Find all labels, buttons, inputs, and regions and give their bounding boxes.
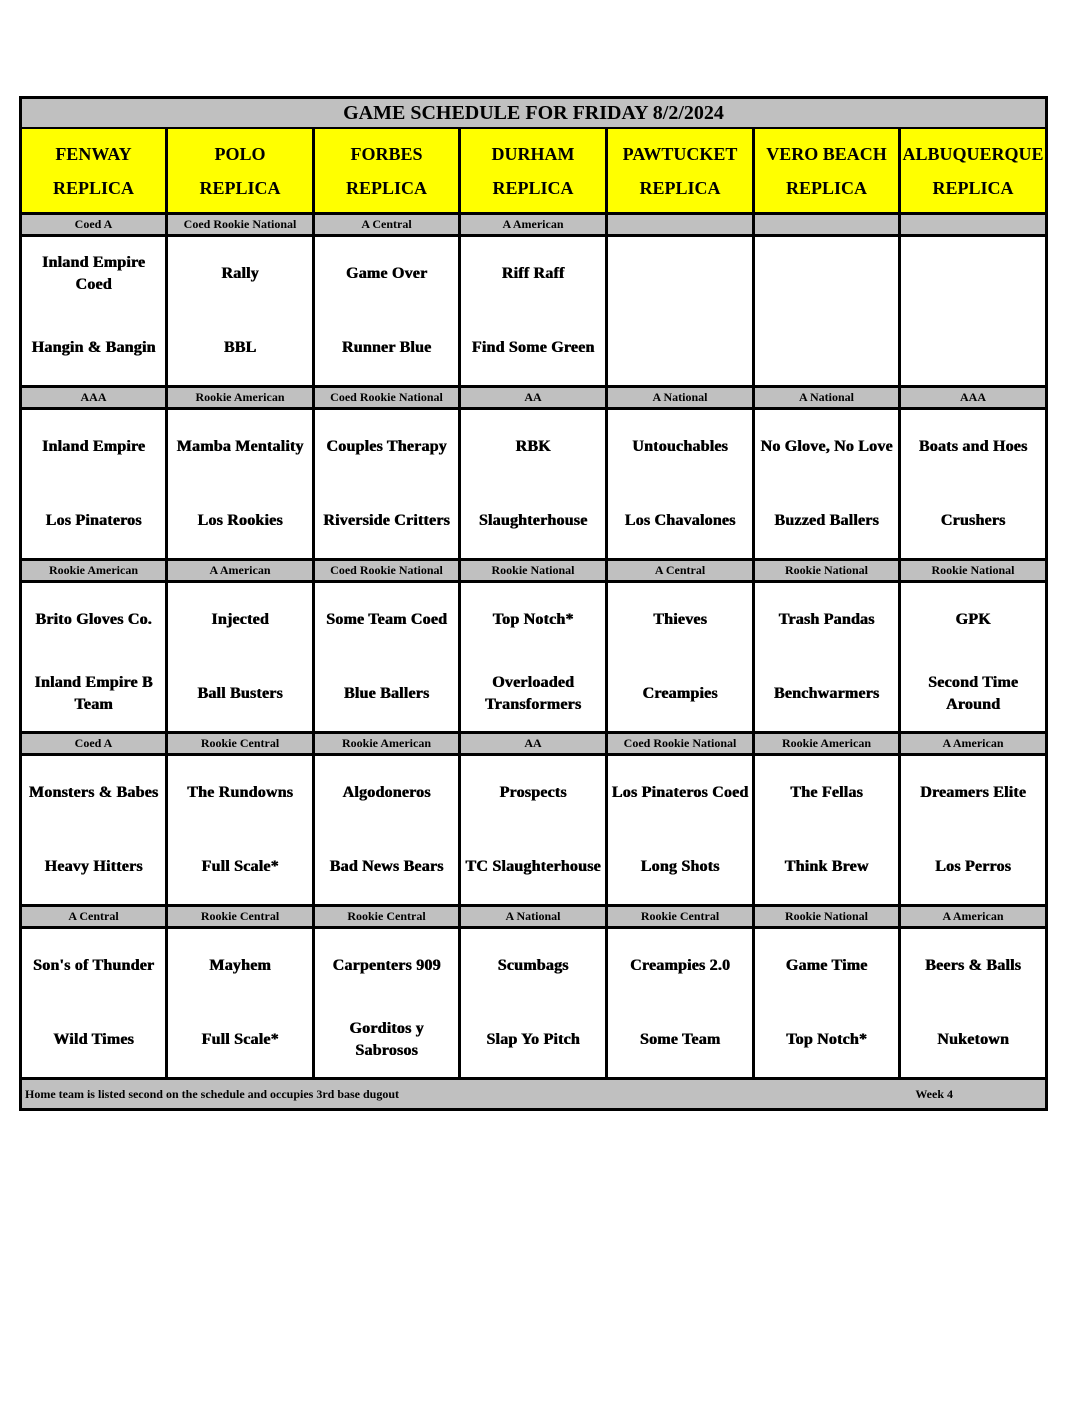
game-cell — [755, 756, 901, 907]
home-team: Nuketown — [937, 1031, 1009, 1048]
field-header — [22, 129, 168, 215]
away-team: No Glove, No Love — [760, 438, 893, 455]
field-header — [901, 129, 1045, 215]
division-label: A Central — [22, 907, 168, 929]
home-team: Runner Blue — [341, 339, 432, 356]
home-team: Slap Yo Pitch — [486, 1031, 580, 1048]
home-team — [608, 311, 752, 385]
field-header — [461, 129, 608, 215]
away-team: Injected — [211, 611, 269, 628]
away-team: Creampies 2.0 — [629, 957, 731, 974]
game-cell — [315, 410, 461, 561]
home-team: TC Slaughterhouse — [465, 858, 601, 875]
game-cell — [608, 237, 755, 388]
division-label: Coed A — [22, 734, 168, 756]
game-cell — [168, 237, 315, 388]
field-subtitle: REPLICA — [52, 177, 134, 198]
division-label: Rookie National — [755, 561, 901, 583]
away-team: Inland Empire Coed — [41, 254, 146, 293]
away-team: Couples Therapy — [326, 438, 447, 455]
division-label: Rookie National — [901, 561, 1045, 583]
home-team: Blue Ballers — [343, 685, 430, 702]
away-team: RBK — [515, 438, 551, 455]
schedule-table — [19, 96, 1048, 1111]
division-label — [901, 215, 1045, 237]
away-team: Son's of Thunder — [32, 957, 155, 974]
field-subtitle: REPLICA — [199, 177, 281, 198]
game-cell — [755, 929, 901, 1080]
home-team: Los Chavalones — [624, 512, 736, 529]
game-cell — [168, 410, 315, 561]
away-team: Inland Empire — [41, 438, 146, 455]
home-team: Long Shots — [640, 858, 720, 875]
division-label: Coed A — [22, 215, 168, 237]
field-subtitle: REPLICA — [785, 177, 867, 198]
home-team: Crushers — [940, 512, 1006, 529]
away-team: Mamba Mentality — [176, 438, 304, 455]
home-team: Top Notch* — [786, 1031, 867, 1048]
game-cell — [901, 583, 1045, 734]
game-cell — [22, 583, 168, 734]
field-subtitle: REPLICA — [932, 177, 1014, 198]
field-header — [315, 129, 461, 215]
home-team: Think Brew — [784, 858, 869, 875]
away-team: Prospects — [499, 784, 567, 801]
division-label: AAA — [22, 388, 168, 410]
game-cell — [608, 929, 755, 1080]
away-team: Game Time — [785, 957, 868, 974]
division-label: A American — [901, 734, 1045, 756]
home-team: Gorditos y Sabrosos — [349, 1020, 424, 1059]
game-cell — [901, 237, 1045, 388]
away-team: Untouchables — [632, 438, 728, 455]
game-cell — [315, 756, 461, 907]
away-team — [608, 237, 752, 311]
home-team: Benchwarmers — [773, 685, 880, 702]
away-team — [755, 237, 898, 311]
game-cell — [168, 583, 315, 734]
home-team: Inland Empire B Team — [34, 674, 153, 713]
home-team: Find Some Green — [471, 339, 595, 356]
division-label: Rookie American — [22, 561, 168, 583]
game-cell — [901, 410, 1045, 561]
home-team: Heavy Hitters — [44, 858, 143, 875]
away-team: Monsters & Babes — [28, 784, 159, 801]
field-name: FENWAY — [55, 143, 132, 164]
field-subtitle: REPLICA — [639, 177, 721, 198]
game-cell — [461, 756, 608, 907]
home-team: Creampies — [642, 685, 718, 702]
field-header — [608, 129, 755, 215]
away-team: Some Team Coed — [325, 611, 448, 628]
home-team: Los Rookies — [197, 512, 283, 529]
division-label: AAA — [901, 388, 1045, 410]
away-team: Algodoneros — [342, 784, 431, 801]
division-label: Coed Rookie National — [315, 388, 461, 410]
division-row — [22, 215, 1045, 237]
home-team: Wild Times — [53, 1031, 134, 1048]
division-label: A National — [755, 388, 901, 410]
game-cell — [315, 583, 461, 734]
field-name: VERO BEACH — [766, 143, 887, 164]
home-team: Hangin & Bangin — [31, 339, 156, 356]
division-label: Rookie Central — [315, 907, 461, 929]
home-team: Los Perros — [935, 858, 1011, 875]
field-name: FORBES — [350, 143, 423, 164]
game-row — [22, 237, 1045, 388]
away-team: The Rundowns — [186, 784, 293, 801]
game-cell — [755, 583, 901, 734]
game-cell — [461, 237, 608, 388]
away-team: Top Notch* — [492, 611, 574, 628]
division-label: AA — [461, 388, 608, 410]
home-team: Buzzed Ballers — [774, 512, 879, 529]
game-row — [22, 583, 1045, 734]
home-team: Riverside Critters — [323, 512, 450, 529]
field-subtitle: REPLICA — [345, 177, 427, 198]
away-team: Riff Raff — [501, 265, 565, 282]
division-label: A American — [168, 561, 315, 583]
home-team: Los Pinateros — [45, 512, 142, 529]
game-cell — [755, 237, 901, 388]
division-row — [22, 388, 1045, 410]
division-row — [22, 734, 1045, 756]
game-cell — [22, 756, 168, 907]
division-label: A National — [608, 388, 755, 410]
home-team: Bad News Bears — [329, 858, 444, 875]
home-team — [901, 311, 1045, 385]
away-team — [901, 237, 1045, 311]
division-label — [755, 215, 901, 237]
division-label: Rookie Central — [168, 734, 315, 756]
game-row — [22, 756, 1045, 907]
home-team: Second Time Around — [927, 674, 1019, 713]
division-label: Coed Rookie National — [608, 734, 755, 756]
game-row — [22, 410, 1045, 561]
home-team: Full Scale* — [201, 1031, 279, 1048]
game-cell — [608, 410, 755, 561]
field-name: ALBUQUERQUE — [902, 143, 1044, 164]
game-cell — [22, 237, 168, 388]
game-cell — [608, 756, 755, 907]
away-team: Beers & Balls — [925, 957, 1021, 974]
game-cell — [755, 410, 901, 561]
home-team: Some Team — [639, 1031, 721, 1048]
home-team — [755, 311, 898, 385]
division-label: Rookie American — [755, 734, 901, 756]
game-slots — [22, 215, 1045, 1080]
away-team: Scumbags — [497, 957, 569, 974]
field-name: DURHAM — [491, 143, 575, 164]
home-team: BBL — [223, 339, 257, 356]
game-cell — [315, 929, 461, 1080]
game-cell — [315, 237, 461, 388]
division-label — [608, 215, 755, 237]
away-team: Game Over — [345, 265, 428, 282]
field-header-row — [22, 129, 1045, 215]
game-cell — [901, 756, 1045, 907]
division-label: A American — [901, 907, 1045, 929]
away-team: Los Pinateros Coed — [611, 784, 749, 801]
game-cell — [461, 583, 608, 734]
field-header — [755, 129, 901, 215]
field-header — [168, 129, 315, 215]
game-cell — [168, 756, 315, 907]
week-label: Week 4 — [915, 1086, 953, 1101]
away-team: Carpenters 909 — [332, 957, 441, 974]
home-team: Ball Busters — [197, 685, 283, 702]
away-team: The Fellas — [790, 784, 863, 801]
footer — [22, 1080, 1045, 1108]
home-team: Slaughterhouse — [478, 512, 588, 529]
field-name: POLO — [214, 143, 266, 164]
away-team: Boats and Hoes — [918, 438, 1028, 455]
game-cell — [22, 929, 168, 1080]
division-label: Rookie Central — [168, 907, 315, 929]
away-team: Thieves — [653, 611, 707, 628]
division-label: AA — [461, 734, 608, 756]
division-label: A Central — [315, 215, 461, 237]
game-cell — [461, 929, 608, 1080]
footer-note: Home team is listed second on the schedule and occupies 3rd base dugout — [25, 1086, 400, 1101]
away-team: Mayhem — [209, 957, 271, 974]
division-label: Rookie National — [461, 561, 608, 583]
division-label: Rookie Central — [608, 907, 755, 929]
away-team: Rally — [221, 265, 259, 282]
division-label: Coed Rookie National — [315, 561, 461, 583]
game-row — [22, 929, 1045, 1080]
away-team: GPK — [955, 611, 991, 628]
home-team: Overloaded Transformers — [484, 674, 582, 713]
away-team: Brito Gloves Co. — [35, 611, 152, 628]
game-cell — [461, 410, 608, 561]
division-label: A Central — [608, 561, 755, 583]
game-cell — [901, 929, 1045, 1080]
division-label: A American — [461, 215, 608, 237]
away-team: Dreamers Elite — [919, 784, 1027, 801]
game-cell — [22, 410, 168, 561]
division-label: A National — [461, 907, 608, 929]
schedule-title: GAME SCHEDULE FOR FRIDAY 8/2/2024 — [22, 99, 1045, 129]
game-cell — [168, 929, 315, 1080]
division-label: Rookie American — [315, 734, 461, 756]
field-subtitle: REPLICA — [492, 177, 574, 198]
division-label: Rookie American — [168, 388, 315, 410]
field-name: PAWTUCKET — [622, 143, 738, 164]
division-label: Rookie National — [755, 907, 901, 929]
division-row — [22, 907, 1045, 929]
home-team: Full Scale* — [201, 858, 279, 875]
division-row — [22, 561, 1045, 583]
game-cell — [608, 583, 755, 734]
division-label: Coed Rookie National — [168, 215, 315, 237]
away-team: Trash Pandas — [778, 611, 875, 628]
